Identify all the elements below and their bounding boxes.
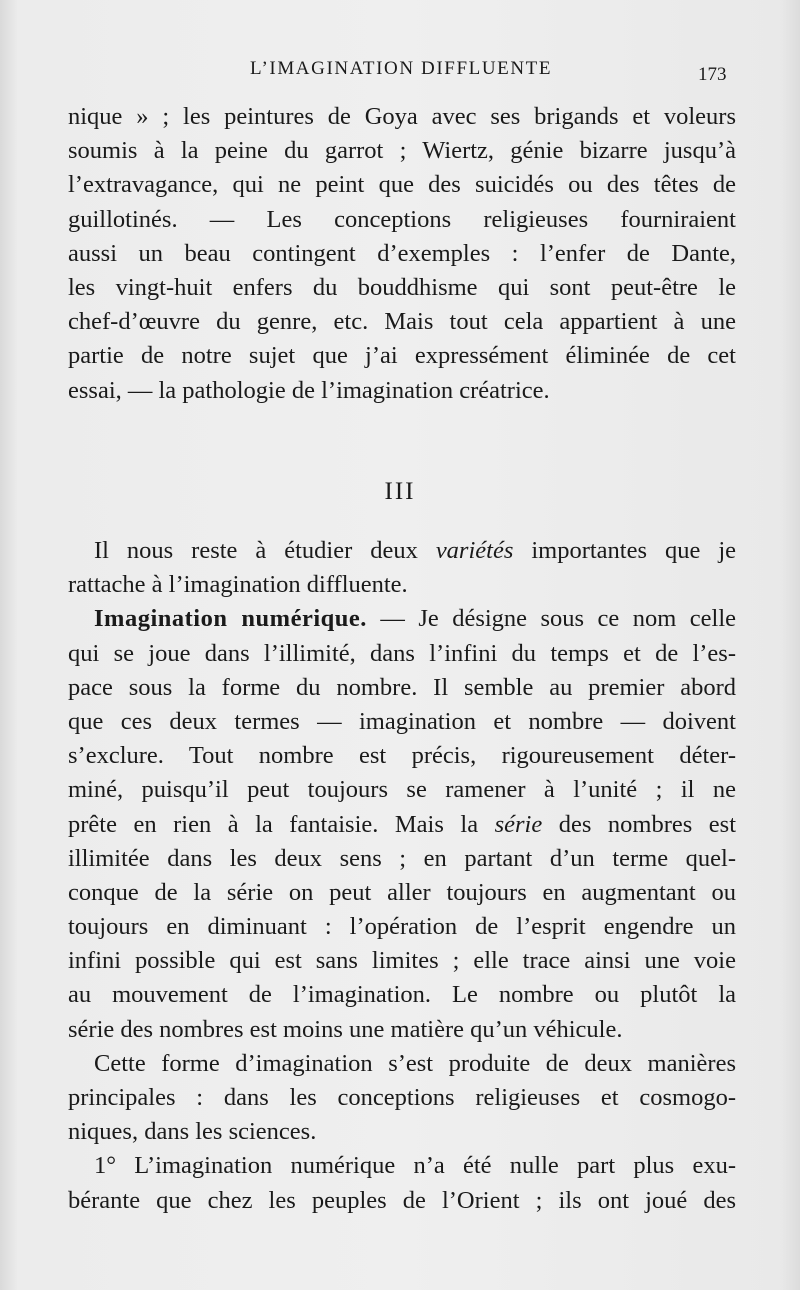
text-line: les vingt-huit enfers du bouddhisme qui sont peut-être le <box>68 273 736 301</box>
text-line: miné, puisqu’il peut toujours se ramener à l’unité ; il ne <box>68 776 736 804</box>
text-line: bérante que chez les peuples de l’Orient ; ils ont joué des <box>68 1186 736 1214</box>
text-line: chef-d’œuvre du genre, etc. Mais tout cela appartient à une <box>68 308 736 336</box>
text-line <box>68 534 736 568</box>
text-run: prête en rien à la fantaisie. Mais la <box>68 810 479 838</box>
text-line: guillotinés. — Les conceptions religieuses fourniraient <box>68 205 736 233</box>
text-line: essai, — la pathologie de l’imagination créatrice. <box>68 376 550 404</box>
text-line: infini possible qui est sans limites ; elle trace ainsi une voie <box>68 947 736 975</box>
running-title: L’IMAGINATION DIFFLUENTE <box>250 58 553 79</box>
text-line: que ces deux termes — imagination et nombre — doivent <box>68 707 736 735</box>
section-heading: III <box>384 478 416 505</box>
paragraph-continued <box>68 100 736 408</box>
running-head <box>0 52 800 85</box>
text-line: pace sous la forme du nombre. Il semble au premier abord <box>68 673 736 701</box>
text-line: illimitée dans les deux sens ; en partant d’un terme quel- <box>68 844 736 872</box>
text-line: niques, dans les sciences. <box>68 1118 317 1146</box>
text-run: — Je désigne sous ce nom celle <box>366 605 737 633</box>
text-line: soumis à la peine du garrot ; Wiertz, génie bizarre jusqu’à <box>68 137 736 165</box>
text-line: rattache à l’imagination diffluente. <box>68 571 408 599</box>
text-line: conque de la série on peut aller toujours en augmentant ou <box>68 878 736 906</box>
italic-term: variétés <box>435 537 514 564</box>
text-line: au mouvement de l’imagination. Le nombre ou plutôt la <box>68 981 736 1009</box>
page-number: 173 <box>698 64 727 85</box>
italic-term: série <box>494 810 543 838</box>
text-line <box>68 808 736 842</box>
text-run: importantes que je <box>531 537 736 564</box>
text-line: principales : dans les conceptions religieuses et cosmogo- <box>68 1084 736 1111</box>
text-line: s’exclure. Tout nombre est précis, rigoureusement déter- <box>68 742 736 770</box>
text-line: toujours en diminuant : l’opération de l’esprit engendre un <box>68 913 736 941</box>
text-line: qui se joue dans l’illimité, dans l’infini du temps et de l’es- <box>68 639 736 667</box>
text-line: l’extravagance, qui ne peint que des suicidés ou des têtes de <box>68 171 736 199</box>
text-line: série des nombres est moins une matière qu’un véhicule. <box>68 1015 623 1043</box>
text-line: partie de notre sujet que j’ai expressément éliminée de cet <box>68 342 736 370</box>
main-text <box>68 534 736 1218</box>
text-run: Il nous reste à étudier deux <box>94 537 418 564</box>
text-line: 1° L’imagination numérique n’a été nulle part plus exu- <box>94 1152 736 1180</box>
text-run: des nombres est <box>558 810 737 838</box>
text-line: aussi un beau contingent d’exemples : l’enfer de Dante, <box>68 239 736 267</box>
bold-heading: Imagination numérique. <box>94 605 367 633</box>
text-line <box>68 602 736 636</box>
text-line: Cette forme d’imagination s’est produite de deux manières <box>94 1049 736 1077</box>
text-line: nique » ; les peintures de Goya avec ses brigands et voleurs <box>68 103 736 130</box>
